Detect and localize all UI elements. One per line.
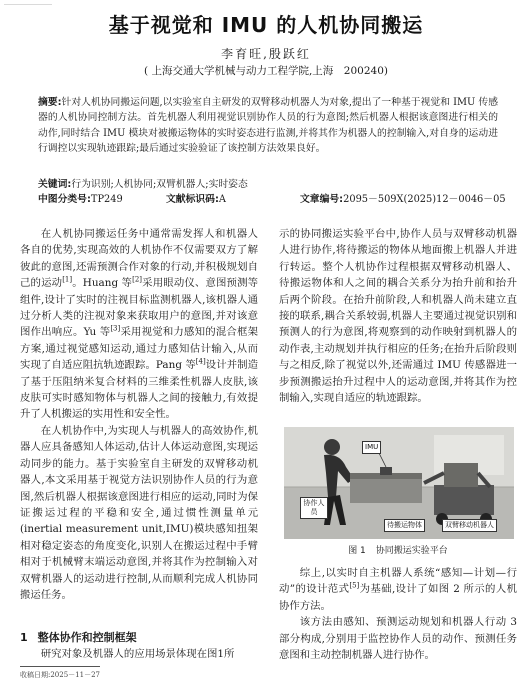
body-paragraph: 在人机协同搬运任务中通常需发挥人和机器人各自的优势,实现高效的人机协作不仅需要双方了解彼此的意图,还需预测合作对象的行动,并积极规划自己的运动[1]。Huang 等[2]采用眼动仪、意图预测等组件,设计了实时的注视目标监测机器人,该机器人通过分析人类的注视对象来获取用户的意图,并对该意图作出响应。Yu 等[3]采用视觉和力感知的混合框架方案,通过视觉感知运动,通过力感知估计输入,从而实现了自适应阻抗轨迹跟踪。Pang 等[4]设计并制造了基于压阻纳米复合材料的三维柔性机器人皮肤,该皮肤可实时感知物体与机器人之间的接触力,有效提升了人机搬运的实用性和安全性。 (20, 228, 259, 421)
section-heading (20, 630, 260, 646)
citation-ref: [3] (110, 324, 121, 333)
article-number-label: 文章编号: (300, 194, 344, 205)
paper-affiliation: ( 上海交通大学机械与动力工程学院,上海 200240) (144, 65, 388, 77)
body-paragraph: 综上,以实时自主机器人系统“感知—计划—行动”的设计范式[5]为基础,设计了如图 2 所示的人机协作方法。 (279, 567, 517, 612)
body-paragraph: 该方法由感知、预测运动规划和机器人行动 3 部分构成,分别用于监控协作人员的动作、预测任务意图和主动控制机器人进行协作。 (279, 616, 517, 662)
doc-code-label: 文献标识码: (166, 194, 219, 205)
abstract-text: 针对人机协同搬运问题,以实验室自主研发的双臂移动机器人为对象,提出了一种基于视觉和 IMU 传感器的人机协同控制方法。首先机器人利用视觉识别协作人员的行为意图;然后机器人根据该意图进行相关的动作,同时结合 IMU 模块对被搬运物体的实时姿态进行监测,并将其作为机器人的控制输入,对自身的运动进行调控以实现轨迹跟踪;最后通过实验验证了该控制方法效果良好。 (38, 97, 498, 155)
abstract-label: 摘要: (38, 97, 62, 108)
footnote: 收稿日期:2025－11－27 (20, 671, 100, 679)
citation-ref: [4] (195, 357, 206, 366)
citation-ref: [2] (132, 275, 143, 284)
header-strip: …………………… (4, 0, 52, 7)
footnote-rule (20, 666, 100, 667)
paper-authors: 李育旺,殷跃红 (221, 47, 311, 61)
paper-title: 基于视觉和 IMU 的人机协同搬运 (108, 13, 424, 37)
section-body: 研究对象及机器人的应用场景体现在图1所 (40, 648, 235, 660)
left-column (20, 226, 258, 603)
keywords-text: 行为识别;人机协同;双臂机器人;实时姿态 (71, 179, 248, 190)
keywords (38, 177, 498, 192)
figure-caption-text: 协同搬运实验平台 (375, 546, 448, 556)
imu-label: IMU (362, 441, 381, 454)
section-number: 1 (20, 631, 28, 644)
citation-ref: [1] (62, 275, 73, 284)
figure-caption (279, 544, 517, 558)
citation-ref: [5] (349, 581, 360, 590)
object-label: 待搬运物体 (384, 519, 425, 532)
clc-value: TP249 (90, 194, 123, 205)
right-column (279, 226, 517, 406)
experiment-photo (284, 427, 514, 539)
classification-row (38, 192, 508, 208)
body-paragraph: 示的协同搬运实验平台中,协作人员与双臂移动机器人进行协作,将待搬运的物体从地面搬上机器人并进行转运。整个人机协作过程根据双臂移动机器人、待搬运物体和人之间的耦合关系分为抬升前和抬升后两个阶段。在抬升前阶段,人和机器人尚未建立直接的联系,耦合关系较弱,机器人主要通过视觉识别和预测人的行为意图,将观察到的动作映射到机器人的动作表,主动规划并执行相应的任务;在抬升后阶段则与之相反,除了视觉以外,还需通过 IMU 传感器进一步预测搬运抬升过程中人的运动意图,并将其作为控制输入,实现自适应的轨迹跟踪。 (279, 228, 517, 405)
clc-label: 中图分类号: (38, 194, 91, 205)
article-number-value: 2095－509X(2025)12－0046－05 (343, 194, 506, 205)
abstract (38, 95, 498, 157)
doc-code-value: A (218, 194, 226, 205)
section-title: 整体协作和控制框架 (37, 631, 137, 644)
robot-label: 双臂移动机器人 (442, 519, 497, 532)
right-column-lower (279, 565, 517, 663)
figure-number: 图 1 (348, 546, 366, 556)
keywords-label: 关键词: (38, 179, 72, 190)
body-paragraph: 在人机协作中,为实现人与机器人的高效协作,机器人应具备感知人体运动,估计人体运动意图,实现运动同步的能力。基于实验室自主研发的双臂移动机器人,本文采用基于视觉方法识别协作人员的行为意图,然后机器人根据该意图进行相应的运动,同时为保证搬运过程的平稳和安全,通过惯性测量单元(inertial measurement unit,IMU)模块感知扭架相对稳定姿态的角度变化,识别人在搬运过程中手臂相对于机械臂末端运动意图,并将其作为控制输入对双臂机器人的运动进行控制,从而顺利完成人机协同搬运任务。 (20, 424, 258, 601)
person-label: 协作人员 (300, 497, 328, 519)
